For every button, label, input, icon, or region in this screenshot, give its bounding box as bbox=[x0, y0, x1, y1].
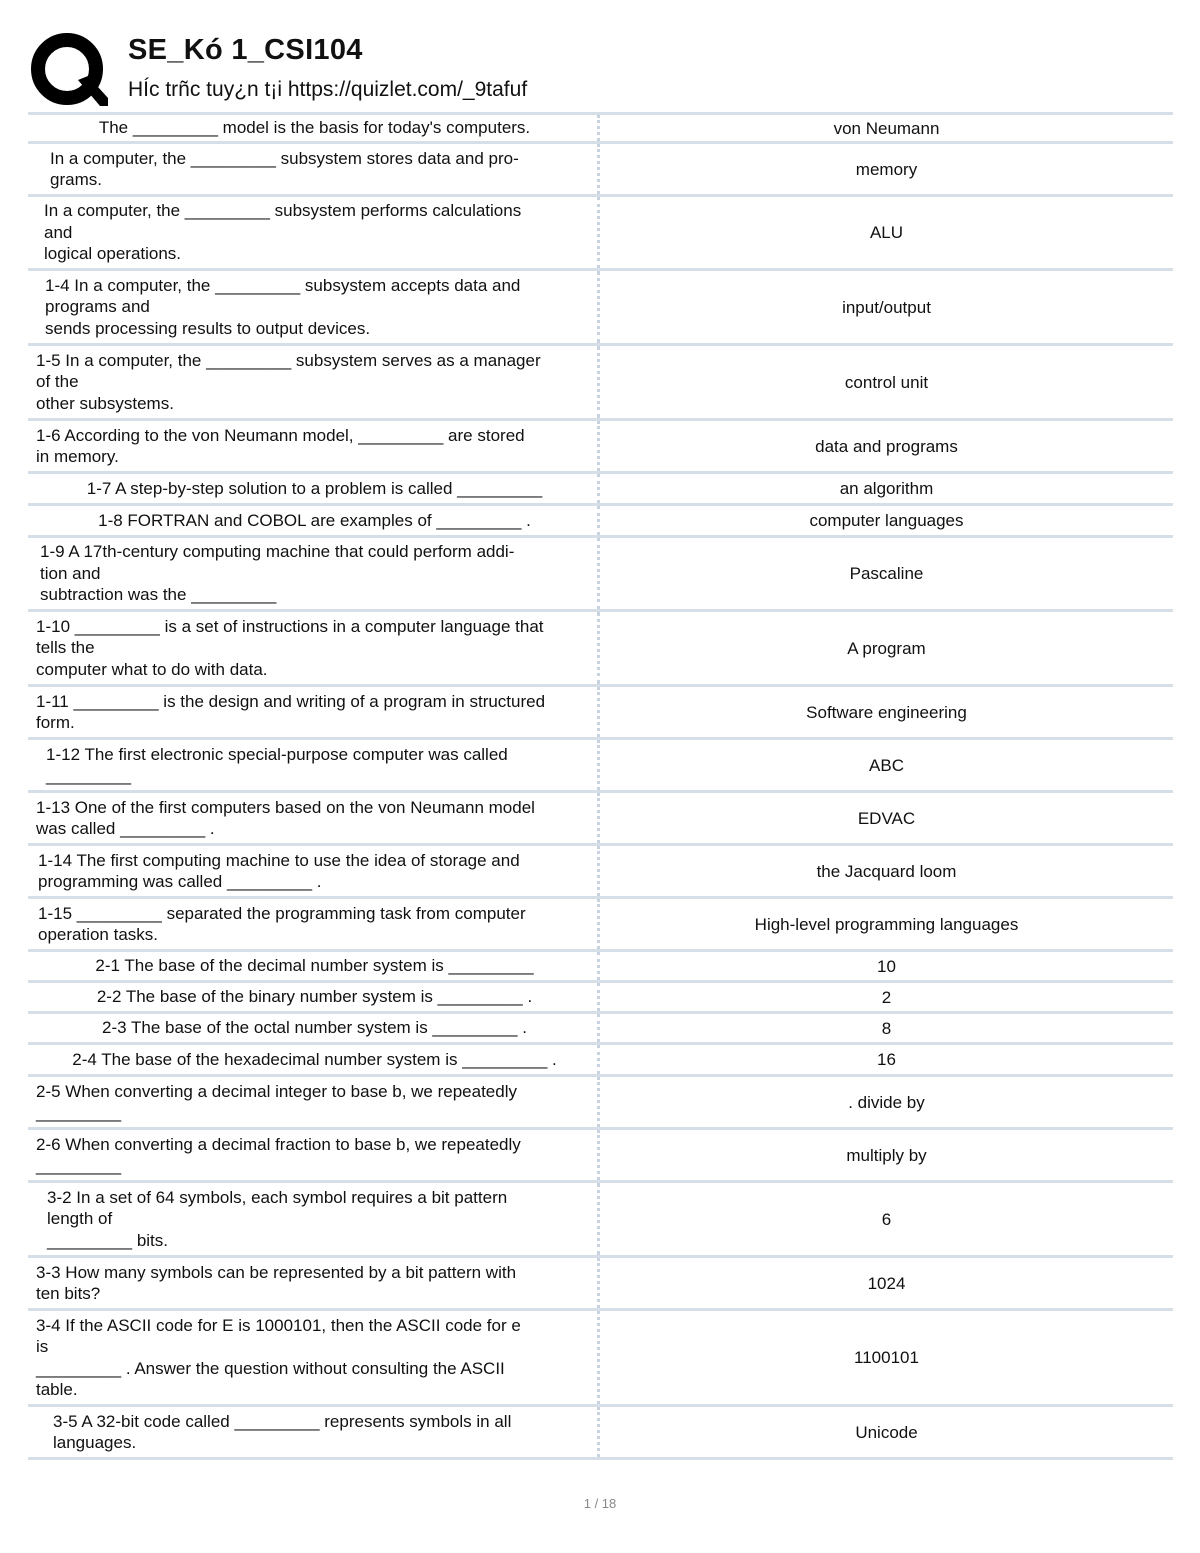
card-definition: High-level programming languages bbox=[754, 914, 1019, 934]
card-term: 1-11 _________ is the design and writing of a program in structured form. bbox=[28, 687, 600, 737]
flashcard-table bbox=[28, 112, 1173, 1460]
card-term: 2-1 The base of the decimal number system is _________ bbox=[28, 952, 600, 980]
card-term: In a computer, the _________ subsystem stores data and pro- grams. bbox=[28, 144, 600, 194]
card-definition: A program bbox=[847, 638, 926, 658]
document-title: SE_Kó 1_CSI104 bbox=[128, 34, 363, 66]
card-definition: 16 bbox=[877, 1050, 896, 1069]
card-definition: control unit bbox=[844, 372, 929, 392]
card-row bbox=[28, 271, 1173, 346]
card-term: 2-3 The base of the octal number system is _________ . bbox=[28, 1014, 600, 1042]
card-term: 2-5 When converting a decimal integer to base b, we repeatedly _________ bbox=[28, 1077, 600, 1127]
card-term: 1-8 FORTRAN and COBOL are examples of _________ . bbox=[28, 506, 600, 535]
card-row bbox=[28, 846, 1173, 899]
card-row bbox=[28, 144, 1173, 197]
card-term: 1-4 In a computer, the _________ subsystem accepts data and programs and sends processing results to output devices. bbox=[28, 271, 600, 343]
card-term: 2-6 When converting a decimal fraction to base b, we repeatedly _________ bbox=[28, 1130, 600, 1180]
card-definition: 1024 bbox=[867, 1273, 906, 1293]
card-row bbox=[28, 740, 1173, 793]
card-definition: 6 bbox=[881, 1209, 892, 1229]
card-row bbox=[28, 612, 1173, 687]
card-row bbox=[28, 1077, 1173, 1130]
card-row bbox=[28, 112, 1173, 144]
card-term: 1-6 According to the von Neumann model, _________ are stored in memory. bbox=[28, 421, 600, 471]
card-definition: 8 bbox=[881, 1018, 892, 1038]
card-definition: Pascaline bbox=[849, 564, 924, 583]
card-term: 1-7 A step-by-step solution to a problem is called _________ bbox=[28, 474, 600, 503]
card-row bbox=[28, 1407, 1173, 1460]
card-definition: Unicode bbox=[855, 1422, 918, 1442]
card-term: 3-3 How many symbols can be represented by a bit pattern with ten bits? bbox=[28, 1258, 600, 1308]
card-term: 3-4 If the ASCII code for E is 1000101, then the ASCII code for e is _________ . Answer the question without consulting the ASCII table. bbox=[28, 1311, 600, 1404]
card-definition: computer languages bbox=[809, 511, 964, 530]
card-term: 2-4 The base of the hexadecimal number system is _________ . bbox=[28, 1045, 600, 1074]
card-definition: data and programs bbox=[815, 436, 958, 456]
card-definition: 10 bbox=[877, 956, 896, 976]
card-definition: ABC bbox=[869, 755, 904, 775]
page-header bbox=[30, 30, 1170, 110]
card-row bbox=[28, 899, 1173, 952]
card-definition: an algorithm bbox=[839, 479, 934, 498]
card-term: 3-5 A 32-bit code called _________ represents symbols in all languages. bbox=[28, 1407, 600, 1457]
card-row bbox=[28, 793, 1173, 846]
card-row bbox=[28, 506, 1173, 538]
card-term: 1-5 In a computer, the _________ subsystem serves as a manager of the other subsystems. bbox=[28, 346, 600, 418]
card-term: 3-2 In a set of 64 symbols, each symbol requires a bit pattern length of _________ bits. bbox=[28, 1183, 600, 1255]
card-row bbox=[28, 1311, 1173, 1407]
card-definition: memory bbox=[855, 159, 918, 179]
card-definition: 1100101 bbox=[854, 1348, 919, 1367]
card-term: 1-12 The first electronic special-purpose computer was called _________ bbox=[28, 740, 600, 790]
card-term: In a computer, the _________ subsystem performs calculations and logical operations. bbox=[28, 197, 600, 268]
card-row bbox=[28, 346, 1173, 421]
card-row bbox=[28, 538, 1173, 612]
card-definition: . divide by bbox=[848, 1092, 925, 1112]
card-term: 1-15 _________ separated the programming task from computer operation tasks. bbox=[28, 899, 600, 949]
quizlet-q-logo-icon bbox=[30, 32, 108, 110]
card-row bbox=[28, 983, 1173, 1014]
document-subtitle: HÍc trñc tuy¿n t¡i https://quizlet.com/_9tafuf bbox=[128, 78, 528, 101]
card-row bbox=[28, 1045, 1173, 1077]
card-term: 1-9 A 17th-century computing machine that could perform addi- tion and subtraction was the _________ bbox=[28, 538, 600, 609]
card-definition: the Jacquard loom bbox=[816, 861, 957, 881]
card-row bbox=[28, 687, 1173, 740]
card-row bbox=[28, 421, 1173, 474]
card-row bbox=[28, 1014, 1173, 1045]
card-row bbox=[28, 1183, 1173, 1258]
card-definition: EDVAC bbox=[857, 808, 916, 828]
card-term: 2-2 The base of the binary number system is _________ . bbox=[28, 983, 600, 1011]
card-row bbox=[28, 1130, 1173, 1183]
card-term: The _________ model is the basis for today's computers. bbox=[28, 115, 600, 141]
card-term: 1-10 _________ is a set of instructions in a computer language that tells the computer what to do with data. bbox=[28, 612, 600, 684]
card-row bbox=[28, 952, 1173, 983]
card-row bbox=[28, 1258, 1173, 1311]
card-definition: ALU bbox=[869, 223, 904, 242]
page-number: 1 / 18 bbox=[583, 1496, 617, 1511]
card-definition: 2 bbox=[881, 987, 892, 1007]
card-definition: multiply by bbox=[846, 1145, 927, 1165]
card-term: 1-14 The first computing machine to use the idea of storage and programming was called _________ . bbox=[28, 846, 600, 896]
card-row bbox=[28, 474, 1173, 506]
card-definition: von Neumann bbox=[833, 118, 940, 138]
card-definition: input/output bbox=[842, 297, 931, 317]
card-definition: Software engineering bbox=[806, 702, 967, 722]
card-row bbox=[28, 197, 1173, 271]
card-term: 1-13 One of the first computers based on the von Neumann model was called _________ . bbox=[28, 793, 600, 843]
